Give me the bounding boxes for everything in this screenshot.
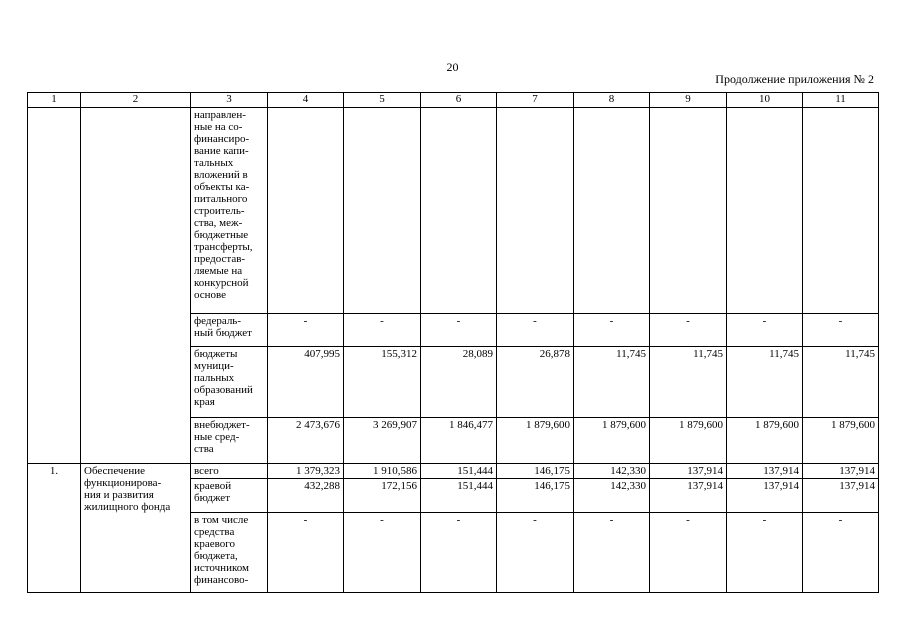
section-number: 1. — [28, 464, 81, 593]
value-cell: 11,745 — [803, 347, 879, 418]
value-cell: - — [268, 314, 344, 347]
value-cell: 137,914 — [803, 464, 879, 479]
value-cell — [344, 108, 421, 314]
value-cell: 142,330 — [574, 464, 650, 479]
value-cell: 137,914 — [803, 479, 879, 513]
value-cell: - — [497, 314, 574, 347]
row-number-cell — [28, 108, 81, 464]
value-cell: - — [803, 513, 879, 593]
value-cell: 1 879,600 — [650, 418, 727, 464]
value-cell: - — [421, 513, 497, 593]
value-cell — [268, 108, 344, 314]
funding-source-label: в том числе средства краевого бюджета, источником финансово- — [191, 513, 268, 593]
value-cell: 2 473,676 — [268, 418, 344, 464]
value-cell: 1 379,323 — [268, 464, 344, 479]
value-cell — [727, 108, 803, 314]
funding-source-label: бюджеты муници- пальных образований края — [191, 347, 268, 418]
column-header: 10 — [727, 93, 803, 108]
row-name-cell — [81, 108, 191, 464]
value-cell: 142,330 — [574, 479, 650, 513]
budget-table — [27, 92, 879, 593]
page-number: 20 — [446, 60, 459, 74]
value-cell: - — [344, 314, 421, 347]
column-header: 1 — [28, 93, 81, 108]
value-cell: 137,914 — [727, 464, 803, 479]
value-cell: - — [268, 513, 344, 593]
value-cell: 1 879,600 — [727, 418, 803, 464]
value-cell: 407,995 — [268, 347, 344, 418]
column-header: 8 — [574, 93, 650, 108]
funding-source-label: краевой бюджет — [191, 479, 268, 513]
value-cell — [574, 108, 650, 314]
column-header: 2 — [81, 93, 191, 108]
value-cell: - — [650, 513, 727, 593]
value-cell: - — [727, 314, 803, 347]
value-cell: 1 846,477 — [421, 418, 497, 464]
value-cell — [803, 108, 879, 314]
value-cell: - — [803, 314, 879, 347]
funding-source-label: федераль- ный бюджет — [191, 314, 268, 347]
funding-source-label: направлен- ные на со- финансиро- вание капи- тальных вложений в объекты ка- питального строитель- ства, меж- бюджетные трансферты, предостав- ляемые на конкурсной основе — [191, 108, 268, 314]
value-cell: - — [421, 314, 497, 347]
value-cell: 137,914 — [650, 479, 727, 513]
value-cell: - — [497, 513, 574, 593]
value-cell: 146,175 — [497, 464, 574, 479]
value-cell: 3 269,907 — [344, 418, 421, 464]
value-cell: - — [344, 513, 421, 593]
value-cell — [650, 108, 727, 314]
value-cell: - — [574, 314, 650, 347]
column-header: 6 — [421, 93, 497, 108]
value-cell: 26,878 — [497, 347, 574, 418]
value-cell: 1 879,600 — [497, 418, 574, 464]
value-cell: 137,914 — [650, 464, 727, 479]
value-cell: 1 879,600 — [803, 418, 879, 464]
value-cell: 28,089 — [421, 347, 497, 418]
section-name: Обеспечение функционирова- ния и развития жилищного фонда — [81, 464, 191, 593]
table-row-capital — [28, 108, 879, 314]
value-cell: 146,175 — [497, 479, 574, 513]
column-header: 11 — [803, 93, 879, 108]
value-cell: 11,745 — [574, 347, 650, 418]
table-row-section1-total — [28, 464, 879, 479]
value-cell — [421, 108, 497, 314]
value-cell: 11,745 — [727, 347, 803, 418]
column-header: 7 — [497, 93, 574, 108]
value-cell: 137,914 — [727, 479, 803, 513]
value-cell: 432,288 — [268, 479, 344, 513]
funding-source-label: внебюджет- ные сред- ства — [191, 418, 268, 464]
value-cell: 155,312 — [344, 347, 421, 418]
value-cell: - — [574, 513, 650, 593]
value-cell: - — [650, 314, 727, 347]
column-header: 5 — [344, 93, 421, 108]
column-header: 9 — [650, 93, 727, 108]
value-cell: 151,444 — [421, 464, 497, 479]
value-cell: 1 879,600 — [574, 418, 650, 464]
appendix-continuation-label: Продолжение приложения № 2 — [715, 72, 874, 86]
funding-source-label: всего — [191, 464, 268, 479]
value-cell: - — [727, 513, 803, 593]
value-cell — [497, 108, 574, 314]
column-number-row — [28, 93, 879, 108]
column-header: 3 — [191, 93, 268, 108]
value-cell: 172,156 — [344, 479, 421, 513]
value-cell: 1 910,586 — [344, 464, 421, 479]
column-header: 4 — [268, 93, 344, 108]
value-cell: 11,745 — [650, 347, 727, 418]
value-cell: 151,444 — [421, 479, 497, 513]
